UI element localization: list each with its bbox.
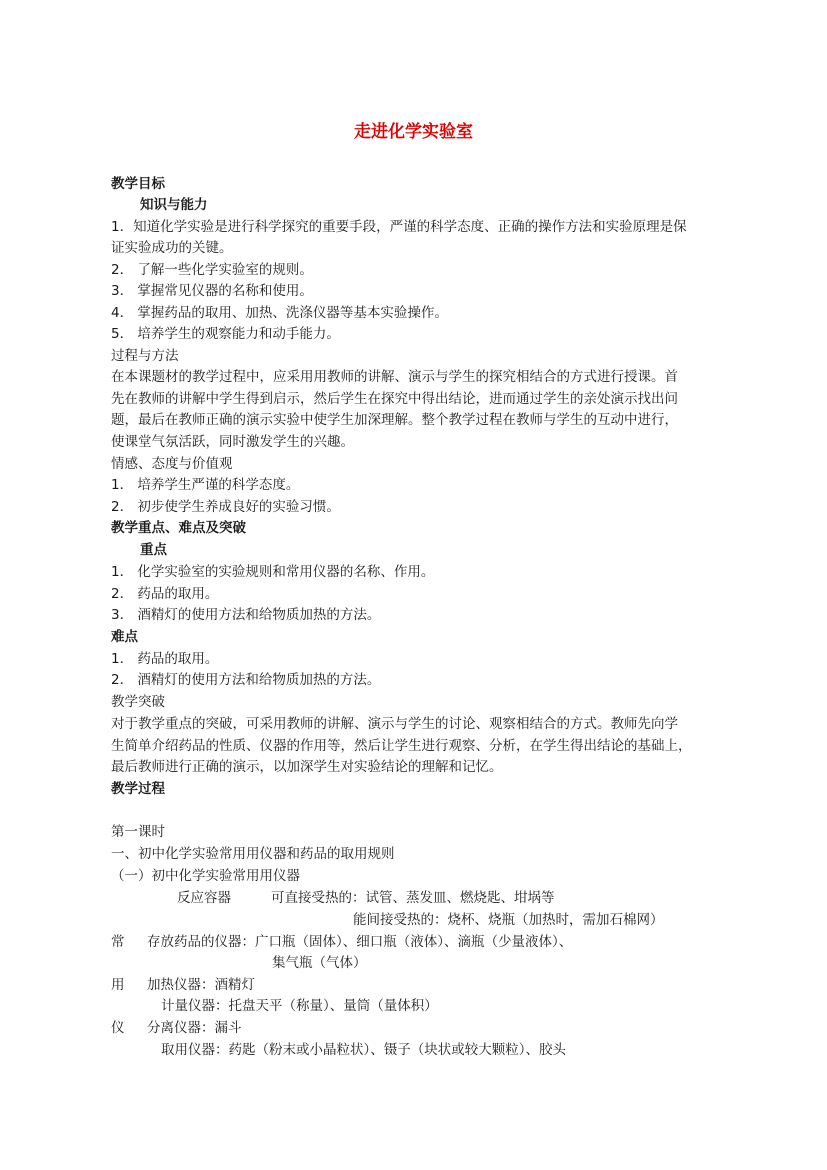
- emotion-item-2: 2． 初步使学生养成良好的实验习惯。: [111, 499, 340, 515]
- key-point-item-3: 3． 酒精灯的使用方法和给物质加热的方法。: [111, 607, 381, 623]
- difficult-point-item-1: 1． 药品的取用。: [111, 651, 219, 667]
- key-point-item-2: 2． 药品的取用。: [111, 586, 219, 602]
- taking-instruments-text: 取用仪器：药匙（粉末或小晶粒状）、镊子（块状或较大颗粒）、胶头: [161, 1042, 566, 1058]
- goal-item-1-cont: 证实验成功的关键。: [111, 240, 233, 256]
- process-paragraph-line: 使课堂气氛活跃，同时激发学生的兴趣。: [111, 434, 354, 450]
- measuring-instruments-text: 计量仪器：托盘天平（称量）、量筒（量体积）: [161, 998, 438, 1014]
- breakthrough-paragraph-line: 生简单介绍药品的性质、仪器的作用等，然后让学生进行观察、分析，在学生得出结论的基础上，: [111, 738, 692, 754]
- side-label-char: 用: [111, 977, 125, 993]
- indirect-heating-text: 能间接受热的：烧杯、烧瓶（加热时，需加石棉网）: [353, 912, 664, 928]
- goal-item-2: 2． 了解一些化学实验室的规则。: [111, 262, 313, 278]
- lesson-label: 第一课时: [111, 824, 165, 840]
- goal-item-4: 4． 掌握药品的取用、加热、洗涤仪器等基本实验操作。: [111, 305, 448, 321]
- subsection-heading-1: （一）初中化学实验常用用仪器: [111, 868, 300, 884]
- breakthrough-paragraph-line: 对于教学重点的突破，可采用教师的讲解、演示与学生的讨论、观察相结合的方式。教师先向学: [111, 716, 678, 732]
- subheading-process-method: 过程与方法: [111, 348, 179, 364]
- difficult-point-item-2: 2． 酒精灯的使用方法和给物质加热的方法。: [111, 672, 381, 688]
- direct-heating-text: 可直接受热的：试管、蒸发皿、燃烧匙、坩埚等: [271, 890, 555, 906]
- document-title: 走进化学实验室: [354, 122, 473, 142]
- side-label-char: 仪: [111, 1020, 125, 1036]
- process-paragraph-line: 在本课题材的教学过程中，应采用用教师的讲解、演示与学生的探究相结合的方式进行授课。首: [111, 369, 678, 385]
- heading-teaching-goals: 教学目标: [111, 176, 165, 192]
- process-paragraph-line: 题，最后在教师正确的演示实验中使学生加深理解。整个教学过程在教师与学生的互动中进行，: [111, 412, 678, 428]
- process-paragraph-line: 先在教师的讲解中学生得到启示，然后学生在探究中得出结论，进而通过学生的亲处演示找出问: [111, 391, 678, 407]
- reaction-container-label: 反应容器: [177, 890, 231, 906]
- subheading-difficult-points: 难点: [111, 629, 138, 645]
- breakthrough-paragraph-line: 最后教师进行正确的演示，以加深学生对实验结论的理解和记忆。: [111, 759, 503, 775]
- goal-item-1: 1．知道化学实验是进行科学探究的重要手段，严谨的科学态度、正确的操作方法和实验原理是保: [111, 219, 687, 235]
- subheading-teaching-breakthrough: 教学突破: [111, 694, 165, 710]
- key-point-item-1: 1． 化学实验室的实验规则和常用仪器的名称、作用。: [111, 564, 435, 580]
- heating-instruments-text: 加热仪器：酒精灯: [147, 977, 255, 993]
- goal-item-3: 3． 掌握常见仪器的名称和使用。: [111, 283, 313, 299]
- emotion-item-1: 1． 培养学生严谨的科学态度。: [111, 477, 300, 493]
- section-heading-1: 一、初中化学实验常用用仪器和药品的取用规则: [111, 846, 395, 862]
- subheading-emotion-attitude: 情感、态度与价值观: [111, 456, 233, 472]
- subheading-key-points: 重点: [140, 542, 167, 558]
- goal-item-5: 5． 培养学生的观察能力和动手能力。: [111, 326, 340, 342]
- separation-instruments-text: 分离仪器：漏斗: [147, 1020, 242, 1036]
- heading-key-difficult-points: 教学重点、难点及突破: [111, 520, 246, 536]
- side-label-char: 常: [111, 934, 125, 950]
- heading-teaching-process: 教学过程: [111, 781, 165, 797]
- storage-instruments-text: 存放药品的仪器：广口瓶（固体）、细口瓶（液体）、滴瓶（少量液体）、: [147, 934, 573, 950]
- storage-instruments-cont: 集气瓶（气体）: [272, 955, 367, 971]
- subheading-knowledge-ability: 知识与能力: [140, 197, 208, 213]
